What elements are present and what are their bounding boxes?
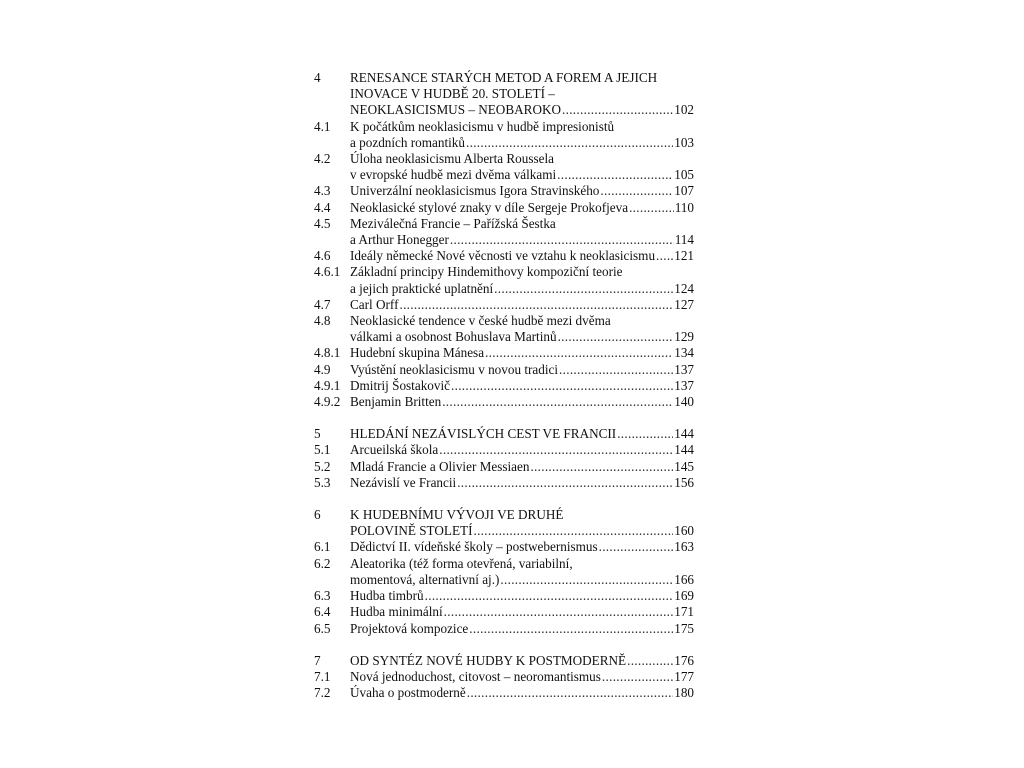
- page-number: 114: [674, 232, 694, 248]
- section-number: 6.3: [314, 588, 331, 604]
- section-number: 6.2: [314, 555, 331, 571]
- title-line: Carl Orff: [350, 296, 399, 312]
- toc-entry: [314, 669, 694, 685]
- title-line: Benjamin Britten: [350, 394, 442, 410]
- page-number: 134: [674, 345, 694, 361]
- toc-entry: [314, 394, 694, 410]
- toc-entry: [314, 248, 694, 264]
- section-title: [350, 507, 694, 539]
- toc-entry: [314, 475, 694, 491]
- page-number: 105: [674, 167, 694, 183]
- toc-entry: [314, 313, 694, 345]
- section-number: 4: [314, 70, 321, 85]
- dot-leader: [442, 394, 673, 410]
- dot-leader: [600, 183, 673, 199]
- section-number: 6: [314, 507, 321, 523]
- section-number: 6.1: [314, 539, 331, 555]
- section-title: [350, 70, 694, 119]
- dot-leader: [399, 297, 673, 313]
- section-number: 4.6: [314, 248, 331, 264]
- page-number: 145: [674, 458, 694, 474]
- title-line: Hudba timbrů: [350, 588, 424, 604]
- title-line: momentová, alternativní aj.): [350, 571, 500, 587]
- toc-entry: [314, 216, 694, 248]
- title-line: Dědictví II. vídeňské školy – postwebernismus: [350, 539, 598, 555]
- title-line: válkami a osobnost Bohuslava Martinů: [350, 329, 557, 345]
- page-number: 177: [674, 668, 694, 684]
- page-number: 163: [674, 539, 694, 555]
- title-line: a Arthur Honegger: [350, 232, 449, 248]
- toc-entry: [314, 426, 694, 442]
- section-number: 5: [314, 426, 321, 442]
- toc-entry: [314, 362, 694, 378]
- title-line: Hudba minimální: [350, 604, 443, 620]
- toc-entry: [314, 70, 694, 119]
- toc-entry: [314, 539, 694, 555]
- toc-entry: [314, 685, 694, 701]
- page-number: 156: [674, 474, 694, 490]
- toc-entry: [314, 378, 694, 394]
- dot-leader: [530, 459, 673, 475]
- title-line: Projektová kompozice: [350, 620, 469, 636]
- title-line: Mladá Francie a Olivier Messiaen: [350, 458, 530, 474]
- chapter-spacer: [314, 637, 694, 653]
- section-title: [350, 297, 694, 313]
- section-title: [350, 183, 694, 199]
- title-line: Hudební skupina Mánesa: [350, 345, 485, 361]
- section-number: 4.3: [314, 183, 331, 199]
- dot-leader: [457, 475, 673, 491]
- toc-entry: [314, 507, 694, 539]
- page-number: 166: [674, 571, 694, 587]
- page-number: 171: [674, 604, 694, 620]
- toc-entry: [314, 200, 694, 216]
- title-line: a pozdních romantiků: [350, 134, 465, 150]
- dot-leader: [559, 362, 673, 378]
- toc-entry: [314, 442, 694, 458]
- page-number: 137: [674, 377, 694, 393]
- section-title: [350, 685, 694, 701]
- title-line: Vyústění neoklasicismu v novou tradici: [350, 361, 559, 377]
- dot-leader: [602, 669, 673, 685]
- dot-leader: [558, 329, 674, 345]
- title-line: Meziválečná Francie – Pařížská Šestka: [350, 215, 556, 231]
- dot-leader: [629, 200, 674, 216]
- dot-leader: [450, 232, 674, 248]
- section-title: [350, 588, 694, 604]
- title-line: Ideály německé Nové věcnosti ve vztahu k neoklasicismu: [350, 248, 656, 264]
- toc-entry: [314, 653, 694, 669]
- section-title: [350, 621, 694, 637]
- page-number: 121: [674, 248, 694, 264]
- title-line: Aleatorika (též forma otevřená, variabilní,: [350, 555, 573, 571]
- page-number: 140: [674, 394, 694, 410]
- section-title: [350, 151, 694, 183]
- section-title: [350, 345, 694, 361]
- dot-leader: [557, 167, 673, 183]
- title-line: Univerzální neoklasicismus Igora Stravinského: [350, 183, 600, 199]
- section-title: [350, 200, 694, 216]
- section-number: 7: [314, 652, 321, 668]
- page-number: 102: [674, 102, 694, 118]
- section-title: [350, 669, 694, 685]
- dot-leader: [562, 102, 673, 118]
- section-number: 4.2: [314, 151, 331, 167]
- toc-entry: [314, 119, 694, 151]
- dot-leader: [467, 685, 673, 701]
- toc-entry: [314, 264, 694, 296]
- page-number: 176: [674, 652, 694, 668]
- section-title: [350, 378, 694, 394]
- section-title: [350, 475, 694, 491]
- page-number: 137: [674, 361, 694, 377]
- section-title: [350, 362, 694, 378]
- section-number: 4.8.1: [314, 345, 341, 361]
- page-number: 103: [674, 134, 694, 150]
- section-title: [350, 556, 694, 588]
- title-line: INOVACE V HUDBĚ 20. STOLETÍ –: [350, 86, 555, 102]
- section-title: [350, 459, 694, 475]
- dot-leader: [627, 653, 673, 669]
- title-line: OD SYNTÉZ NOVÉ HUDBY K POSTMODERNĚ: [350, 652, 627, 668]
- page-number: 160: [674, 523, 694, 539]
- section-number: 4.9: [314, 361, 331, 377]
- title-line: v evropské hudbě mezi dvěma válkami: [350, 167, 557, 183]
- page-number: 144: [674, 426, 694, 442]
- section-number: 4.7: [314, 296, 331, 312]
- dot-leader: [485, 345, 673, 361]
- dot-leader: [425, 588, 674, 604]
- toc-entry: [314, 297, 694, 313]
- section-number: 5.3: [314, 474, 331, 490]
- section-title: [350, 264, 694, 296]
- page-number: 144: [674, 442, 694, 458]
- toc-entry: [314, 183, 694, 199]
- toc-entry: [314, 459, 694, 475]
- title-line: Dmitrij Šostakovič: [350, 377, 451, 393]
- dot-leader: [444, 604, 674, 620]
- title-line: K počátkům neoklasicismu v hudbě impresionistů: [350, 118, 615, 134]
- dot-leader: [473, 523, 673, 539]
- section-title: [350, 426, 694, 442]
- toc-entry: [314, 345, 694, 361]
- section-number: 4.8: [314, 313, 331, 329]
- toc-entry: [314, 604, 694, 620]
- section-title: [350, 442, 694, 458]
- dot-leader: [656, 248, 673, 264]
- title-line: Neoklasické tendence v české hudbě mezi dvěma: [350, 313, 611, 329]
- page-number: 180: [674, 685, 694, 701]
- dot-leader: [469, 621, 673, 637]
- page-number: 169: [674, 588, 694, 604]
- dot-leader: [451, 378, 673, 394]
- toc-entry: [314, 588, 694, 604]
- title-line: RENESANCE STARÝCH METOD A FOREM A JEJICH: [350, 70, 658, 85]
- title-line: Základní principy Hindemithovy kompoziční teorie: [350, 264, 623, 280]
- title-line: HLEDÁNÍ NEZÁVISLÝCH CEST VE FRANCII: [350, 426, 617, 442]
- dot-leader: [439, 442, 673, 458]
- title-line: Arcueilská škola: [350, 442, 439, 458]
- section-title: [350, 313, 694, 345]
- dot-leader: [599, 539, 674, 555]
- title-line: Neoklasické stylové znaky v díle Sergeje Prokofjeva: [350, 199, 629, 215]
- page-number: 110: [674, 199, 694, 215]
- section-number: 4.9.2: [314, 394, 341, 410]
- section-title: [350, 216, 694, 248]
- dot-leader: [500, 572, 673, 588]
- section-number: 4.9.1: [314, 377, 341, 393]
- dot-leader: [466, 135, 673, 151]
- section-title: [350, 119, 694, 151]
- section-number: 7.2: [314, 685, 331, 701]
- dot-leader: [494, 281, 673, 297]
- chapter-spacer: [314, 410, 694, 426]
- section-number: 4.1: [314, 118, 331, 134]
- title-line: a jejich praktické uplatnění: [350, 280, 494, 296]
- title-line: Úvaha o postmoderně: [350, 685, 466, 701]
- section-number: 4.5: [314, 215, 331, 231]
- table-of-contents: [314, 70, 694, 701]
- title-line: Nová jednoduchost, citovost – neoromantismus: [350, 668, 601, 684]
- title-line: Nezávislí ve Francii: [350, 474, 457, 490]
- section-number: 4.4: [314, 199, 331, 215]
- section-number: 5.2: [314, 458, 331, 474]
- title-line: Úloha neoklasicismu Alberta Roussela: [350, 151, 554, 167]
- section-number: 5.1: [314, 442, 331, 458]
- section-title: [350, 653, 694, 669]
- chapter-spacer: [314, 491, 694, 507]
- section-title: [350, 248, 694, 264]
- section-title: [350, 394, 694, 410]
- section-title: [350, 604, 694, 620]
- page-number: 129: [674, 329, 694, 345]
- dot-leader: [617, 426, 673, 442]
- section-number: 6.5: [314, 620, 331, 636]
- title-line: POLOVINĚ STOLETÍ: [350, 523, 473, 539]
- section-title: [350, 539, 694, 555]
- section-number: 7.1: [314, 668, 331, 684]
- page-number: 107: [674, 183, 694, 199]
- page-number: 127: [674, 296, 694, 312]
- toc-entry: [314, 151, 694, 183]
- section-number: 4.6.1: [314, 264, 341, 280]
- title-line: NEOKLASICISMUS – NEOBAROKO: [350, 102, 562, 118]
- page-number: 175: [674, 620, 694, 636]
- toc-entry: [314, 556, 694, 588]
- toc-entry: [314, 621, 694, 637]
- section-number: 6.4: [314, 604, 331, 620]
- title-line: K HUDEBNÍMU VÝVOJI VE DRUHÉ: [350, 507, 564, 523]
- page-number: 124: [674, 280, 694, 296]
